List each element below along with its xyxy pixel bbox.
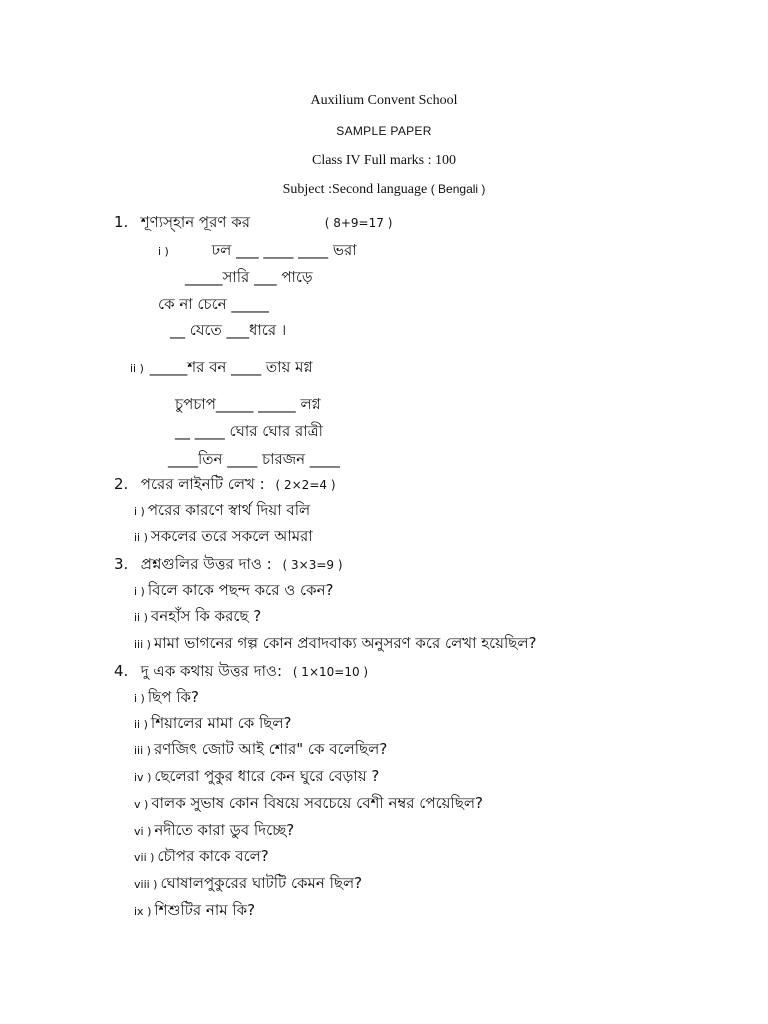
q4-heading [114,662,368,681]
q1-heading [114,213,392,232]
list-item: iv ) ছেলেরা পুকুর ধারে কেন ঘুরে বেড়ায় ? [134,767,380,785]
q1-part-i-line-3: কে না চেনে _____ [158,295,269,313]
q3-marks: ( 3×3=9 ) [282,558,343,572]
q4-number: 4. [114,662,129,680]
q1-part-i-line-2: _____সারি ___ পাড়ে [185,268,313,286]
q3-number: 3. [114,555,129,573]
list-item: ii ) শিয়ালের মামা কে ছিল? [134,714,292,732]
subject-prefix: Subject :Second language [282,182,428,197]
list-item: vi ) নদীতে কারা ডুব দিচ্ছে? [134,821,295,839]
q1-number: 1. [114,213,129,231]
paper-type: SAMPLE PAPER [336,124,432,138]
q2-heading [114,475,336,494]
q2-title: পরের লাইনটি লেখ : [140,475,265,493]
q3-title: প্রশ্নগুলির উত্তর দাও : [140,555,272,573]
q2-marks: ( 2×2=4 ) [275,478,336,492]
list-item: i ) ছিপ কি? [134,688,199,706]
fill-line: _____শর বন ____ তায় মগ্ন [149,358,313,376]
list-item: v ) বালক সুভাষ কোন বিষয়ে সবচেয়ে বেশী নম্বর পেয়েছিল? [134,794,483,812]
q4-title: দু এক কথায় উত্তর দাও: [140,662,283,680]
subject-line [0,181,768,198]
q1-part-i-line-4: __ যেতে ___ধারে । [170,321,287,339]
q4-marks: ( 1×10=10 ) [292,665,369,679]
q2-number: 2. [114,475,129,493]
list-item: vii ) চৌপর কাকে বলে? [134,847,269,865]
list-item: i ) পরের কারণে স্বার্থ দিয়া বলি [134,501,311,519]
list-item: ii ) বনহাঁস কি করছে ? [134,607,262,625]
q3-heading [114,555,343,574]
list-item: iii ) মামা ভাগনের গল্প কোন প্রবাদবাক্য অনুসরণ করে লেখা হয়েছিল? [134,634,537,652]
class-and-marks: Class IV Full marks : 100 [311,153,457,168]
q1-part-ii-line-3: __ ____ ঘোর ঘোর রাত্রী [175,422,323,440]
q1-part-ii-label: ii ) [130,362,144,375]
q1-part-i-label: i ) [158,245,169,258]
subject-language: ( Bengali ) [430,182,486,196]
q1-marks: ( 8+9=17 ) [324,216,393,230]
q1-title: শূণ্যস্হান পূরণ কর [140,213,250,231]
fill-line: ঢল ___ ____ ____ ভরা [211,241,357,259]
q1-part-ii-line-1 [130,358,312,378]
list-item: ii ) সকলের তরে সকলে আমরা [134,527,313,545]
list-item: viii ) ঘোষালপুকুরের ঘাটটি কেমন ছিল? [134,874,363,892]
list-item: iii ) রণজিৎ জোট আই শোর" কে বলেছিল? [134,740,388,758]
list-item: ix ) শিশুটির নাম কি? [134,901,256,919]
school-name: Auxilium Convent School [310,93,458,108]
q1-part-ii-line-2: চুপচাপ_____ _____ লগ্ন [175,395,321,413]
q1-part-i-line-1 [158,241,357,261]
q1-part-ii-line-4: ____তিন ____ চারজন ____ [168,450,340,468]
list-item: i ) বিলে কাকে পছন্দ করে ও কেন? [134,581,334,599]
